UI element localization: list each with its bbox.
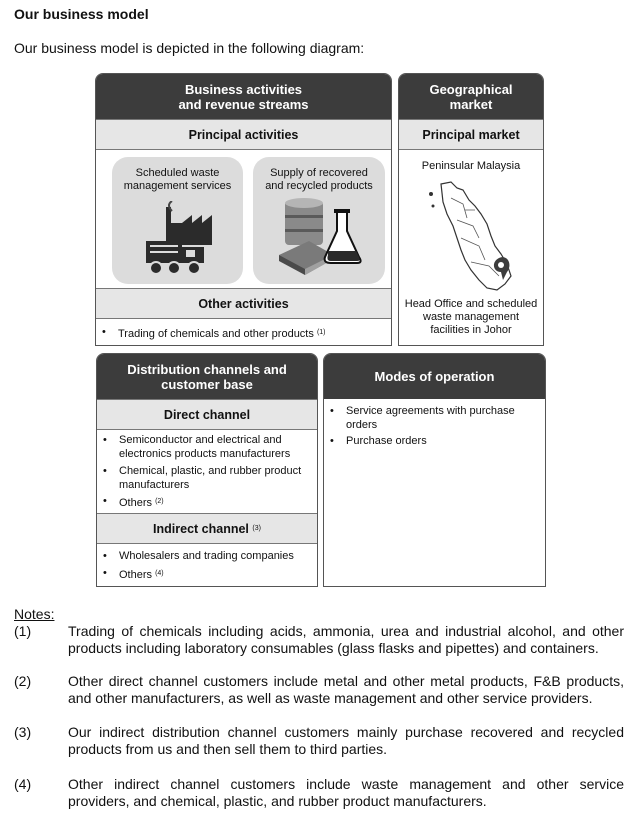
business-header-line1: Business activities [184,81,303,97]
factory-truck-icon [140,201,214,281]
geographical-market-header [399,74,543,119]
indirect-channel-label: Indirect channel (3) [97,513,317,544]
direct-item-3: • Others $^{(2)}$ [103,495,164,509]
other-activity-text: Trading of chemicals and other products [118,328,314,340]
notes-heading: Notes: [14,606,55,622]
geo-header-line1: Geographical [429,81,513,97]
note-1: (1) Trading of chemicals including acids, ammonia, urea and industrial alcohol, and other products including laboratory consumables (glass flasks and pipettes) and containers. [14,623,624,656]
other-activities-label: Other activities [96,288,391,319]
other-activity-note: (1) [316,329,326,336]
card1-line1: Scheduled waste [135,167,220,179]
direct-channel-label: Direct channel [97,399,317,430]
modes-header: Modes of operation [324,354,545,399]
distribution-header-line2: customer base [161,376,253,392]
barrel-ingot-flask-icon [275,197,365,282]
direct-item-2: • Chemical, plastic, and rubber product manufacturers [103,465,302,491]
distribution-header [97,354,317,399]
modes-of-operation-box [323,353,546,587]
geo-header-line2: market [449,96,493,112]
indirect-item-1: • Wholesalers and trading companies [103,550,294,562]
recycled-products-card [253,157,385,284]
peninsular-malaysia-map-icon [427,180,517,300]
geographical-market-box [398,73,544,346]
note-4: (4) Other indirect channel customers include waste management and other service providers, and chemical, plastic, and rubber product manufacturers. [14,776,624,809]
distribution-header-line1: Distribution channels and [127,361,287,377]
card1-line2: management services [123,180,232,192]
direct-item-1: • Semiconductor and electrical and electronics products manufacturers [103,434,291,460]
note-3: (3) Our indirect distribution channel customers mainly purchase recovered and recycled products from us and then sell them to third parties. [14,724,624,757]
distribution-channels-box [96,353,318,587]
business-header-line2: and revenue streams [178,96,309,112]
other-activity-item: • Trading of chemicals and other products $^{(1)}$ [102,326,326,340]
region-label: Peninsular Malaysia [421,160,521,172]
principal-activities-label: Principal activities [96,119,391,150]
mode-item-2: • Purchase orders [330,435,427,447]
card2-line2: and recycled products [265,180,373,192]
intro-text: Our business model is depicted in the following diagram: [14,40,365,56]
mode-item-1: • Service agreements with purchase orders [330,405,515,431]
principal-market-label: Principal market [399,119,543,150]
waste-management-card [112,157,243,284]
business-activities-box [95,73,392,346]
indirect-item-2: • Others $^{(4)}$ [103,567,164,581]
page-title: Our business model [14,6,149,22]
card2-line1: Supply of recovered [270,167,368,179]
note-2: (2) Other direct channel customers include metal and other metal products, F&B products, and other manufacturers, as well as waste management and other service providers. [14,673,624,706]
business-activities-header [96,74,391,119]
hq-text: Head Office and scheduled waste management facilities in Johor [404,298,538,336]
